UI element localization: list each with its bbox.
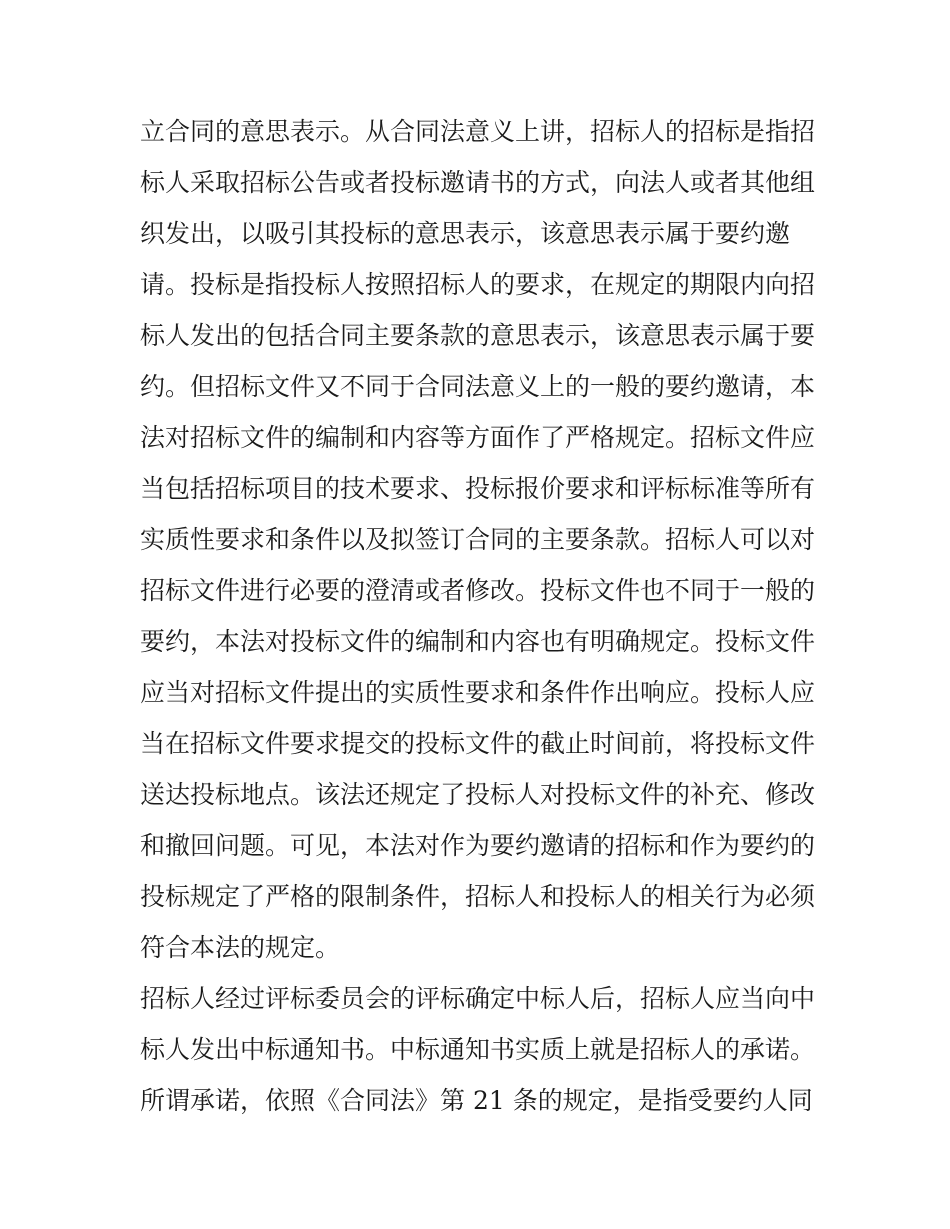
text-line: 招标文件进行必要的澄清或者修改。投标文件也不同于一般的: [140, 576, 816, 605]
text-line: 送达投标地点。该法还规定了投标人对投标文件的补充、修改: [140, 780, 816, 809]
text-line: 法对招标文件的编制和内容等方面作了严格规定。招标文件应: [140, 423, 816, 452]
text-line: 立合同的意思表示。从合同法意义上讲，招标人的招标是指招: [140, 117, 816, 146]
text-line: 投标规定了严格的限制条件，招标人和投标人的相关行为必须: [140, 882, 816, 911]
text-line: 当包括招标项目的技术要求、投标报价要求和评标标准等所有: [140, 474, 816, 503]
text-line: 织发出，以吸引其投标的意思表示，该意思表示属于要约邀: [140, 219, 791, 248]
text-line: 实质性要求和条件以及拟签订合同的主要条款。招标人可以对: [140, 525, 816, 554]
text-line: 标人采取招标公告或者投标邀请书的方式，向法人或者其他组: [140, 168, 816, 197]
text-line: 标人发出中标通知书。中标通知书实质上就是招标人的承诺。: [140, 1035, 816, 1064]
text-line: 请。投标是指投标人按照招标人的要求，在规定的期限内向招: [140, 270, 816, 299]
text-line: 所谓承诺，依照《合同法》第 21 条的规定，是指受要约人同: [140, 1086, 813, 1115]
text-line: 符合本法的规定。: [140, 933, 341, 962]
text-line: 招标人经过评标委员会的评标确定中标人后，招标人应当向中: [140, 984, 816, 1013]
text-line: 要约，本法对投标文件的编制和内容也有明确规定。投标文件: [140, 627, 816, 656]
document-body: [140, 106, 820, 1126]
text-line: 和撤回问题。可见，本法对作为要约邀请的招标和作为要约的: [140, 831, 816, 860]
text-line: 当在招标文件要求提交的投标文件的截止时间前，将投标文件: [140, 729, 816, 758]
text-line: 约。但招标文件又不同于合同法意义上的一般的要约邀请，本: [140, 372, 816, 401]
text-line: 标人发出的包括合同主要条款的意思表示，该意思表示属于要: [140, 321, 816, 350]
text-line: 应当对招标文件提出的实质性要求和条件作出响应。投标人应: [140, 678, 816, 707]
